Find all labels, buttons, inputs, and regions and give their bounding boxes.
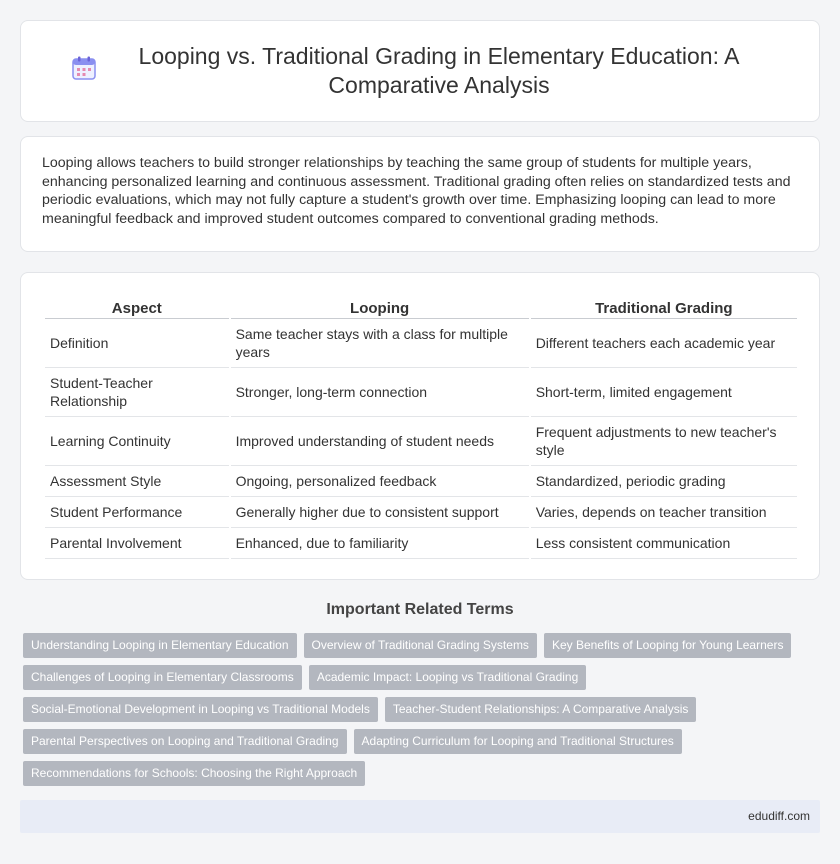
related-term-chip[interactable]: Academic Impact: Looping vs Traditional Grading [309,665,586,690]
cell-looping: Generally higher due to consistent support [231,497,529,528]
related-term-chip[interactable]: Adapting Curriculum for Looping and Traditional Structures [354,729,682,754]
table-row [45,497,797,528]
cell-traditional: Standardized, periodic grading [531,466,797,497]
related-term-chip[interactable]: Social-Emotional Development in Looping vs Traditional Models [23,697,378,722]
table-row [45,466,797,497]
cell-aspect: Learning Continuity [45,417,229,466]
cell-aspect: Parental Involvement [45,528,229,559]
header-card [20,20,820,122]
comparison-table [43,295,799,559]
related-term-chip[interactable]: Teacher-Student Relationships: A Comparative Analysis [385,697,697,722]
related-terms-title: Important Related Terms [326,601,514,618]
related-terms-list [23,633,823,793]
related-term-chip[interactable]: Parental Perspectives on Looping and Traditional Grading [23,729,347,754]
cell-traditional: Frequent adjustments to new teacher's style [531,417,797,466]
header-aspect: Aspect [45,295,229,319]
cell-looping: Enhanced, due to familiarity [231,528,529,559]
related-term-chip[interactable]: Overview of Traditional Grading Systems [304,633,537,658]
cell-looping: Same teacher stays with a class for multiple years [231,319,529,368]
cell-aspect: Definition [45,319,229,368]
intro-paragraph: Looping allows teachers to build stronger relationships by teaching the same group of students for multiple years, enhancing personalized learning and continuous assessment. Traditional grading often relies on standardized tests and periodic evaluations, which may not fully capture a student's growth over time. Emphasizing looping can lead to more meaningful feedback and improved student outcomes compared to conventional grading methods. [42,155,791,227]
cell-traditional: Varies, depends on teacher transition [531,497,797,528]
table-row [45,528,797,559]
table-header-row [45,295,797,319]
related-term-chip[interactable]: Challenges of Looping in Elementary Classrooms [23,665,302,690]
cell-looping: Improved understanding of student needs [231,417,529,466]
table-row [45,417,797,466]
related-term-chip[interactable]: Key Benefits of Looping for Young Learners [544,633,792,658]
intro-card [20,136,820,252]
related-term-chip[interactable]: Understanding Looping in Elementary Education [23,633,297,658]
cell-looping: Ongoing, personalized feedback [231,466,529,497]
page-title: Looping vs. Traditional Grading in Elementary Education: A Comparative Analysis [138,43,740,98]
cell-traditional: Less consistent communication [531,528,797,559]
cell-aspect: Assessment Style [45,466,229,497]
cell-aspect: Student-Teacher Relationship [45,368,229,417]
calendar-icon [71,55,97,81]
cell-looping: Stronger, long-term connection [231,368,529,417]
comparison-table-card [20,272,820,580]
table-row [45,319,797,368]
footer-site-link[interactable]: edudiff.com [748,809,810,823]
related-term-chip[interactable]: Recommendations for Schools: Choosing the Right Approach [23,761,365,786]
cell-traditional: Different teachers each academic year [531,319,797,368]
footer [20,800,820,833]
table-row [45,368,797,417]
cell-traditional: Short-term, limited engagement [531,368,797,417]
header-looping: Looping [231,295,529,319]
header-traditional: Traditional Grading [531,295,797,319]
cell-aspect: Student Performance [45,497,229,528]
